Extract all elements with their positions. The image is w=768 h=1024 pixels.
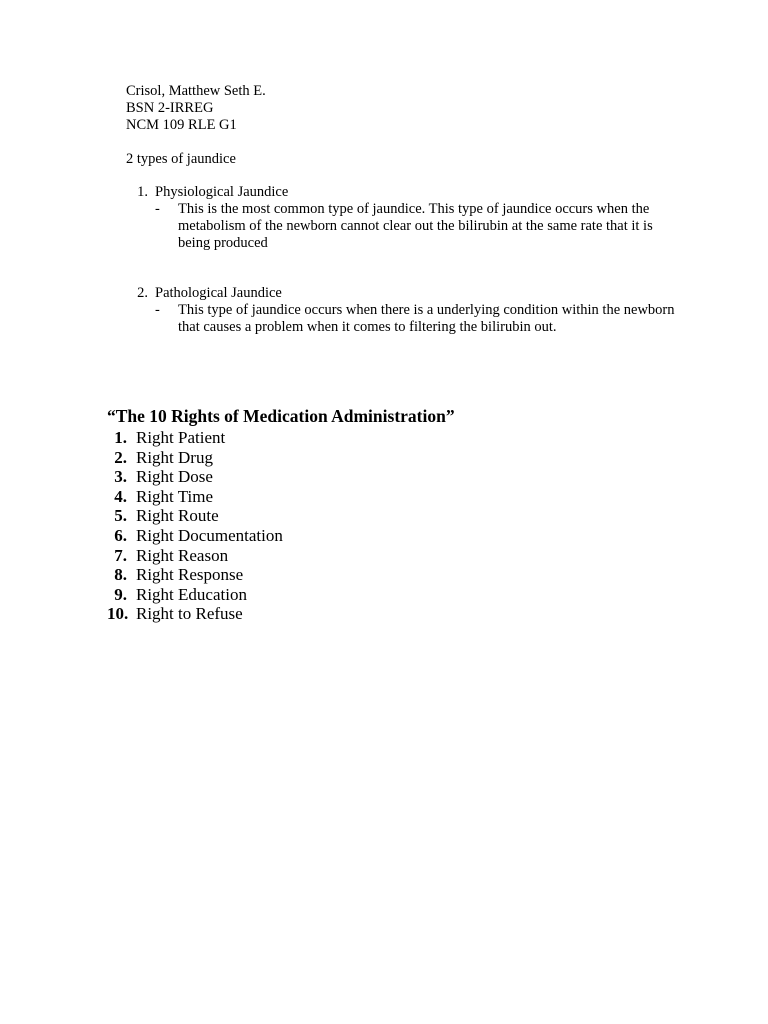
list-number: 9. <box>114 584 127 604</box>
list-number: 5. <box>114 506 127 526</box>
list-item-label: Right Reason <box>136 545 229 565</box>
list-item-label: Right Dose <box>136 467 213 487</box>
list-item <box>107 604 507 624</box>
list-number: 6. <box>114 525 127 545</box>
jaundice-type-description: This is the most common type of jaundice. This type of jaundice occurs when the metabolism of the newborn cannot clear out the bilirubin at the same rate that it is being produced <box>178 201 653 251</box>
list-number: 2. <box>137 285 148 301</box>
rights-list <box>107 428 507 624</box>
list-item-label: Right Patient <box>136 428 226 447</box>
list-item <box>107 565 507 585</box>
bullet-dash: - <box>155 201 160 217</box>
list-item-label: Right Response <box>136 565 244 585</box>
student-name: Crisol, Matthew Seth E. <box>126 83 266 99</box>
jaundice-type-name: Pathological Jaundice <box>155 285 282 301</box>
list-number: 1. <box>137 184 148 200</box>
list-number: 1. <box>114 428 127 447</box>
list-number: 2. <box>114 447 127 467</box>
list-item <box>107 428 507 448</box>
bullet-dash: - <box>155 302 160 318</box>
list-item-label: Right Route <box>136 506 219 526</box>
list-number: 3. <box>114 467 127 487</box>
course-code: NCM 109 RLE G1 <box>126 117 237 133</box>
list-item <box>107 487 507 507</box>
list-number: 8. <box>114 565 127 585</box>
list-item <box>107 506 507 526</box>
jaundice-type-description: This type of jaundice occurs when there is a underlying condition within the newborn that causes a problem when it comes to filtering the bilirubin out. <box>178 302 675 335</box>
jaundice-type-item <box>126 184 686 254</box>
list-item-label: Right to Refuse <box>136 604 243 624</box>
list-item-label: Right Time <box>136 486 214 506</box>
list-item-label: Right Drug <box>136 447 213 467</box>
list-item <box>107 467 507 487</box>
list-item-label: Right Documentation <box>136 525 283 545</box>
student-section: BSN 2-IRREG <box>126 100 214 116</box>
jaundice-type-item <box>126 285 686 337</box>
list-number: 4. <box>114 486 127 506</box>
list-number: 10. <box>107 604 129 624</box>
list-item <box>107 585 507 605</box>
list-item <box>107 526 507 546</box>
list-item <box>107 546 507 566</box>
rights-heading: “The 10 Rights of Medication Administration” <box>107 406 455 426</box>
jaundice-type-name: Physiological Jaundice <box>155 184 289 200</box>
jaundice-heading: 2 types of jaundice <box>126 151 236 167</box>
list-number: 7. <box>114 545 127 565</box>
list-item-label: Right Education <box>136 584 247 604</box>
list-item <box>107 448 507 468</box>
